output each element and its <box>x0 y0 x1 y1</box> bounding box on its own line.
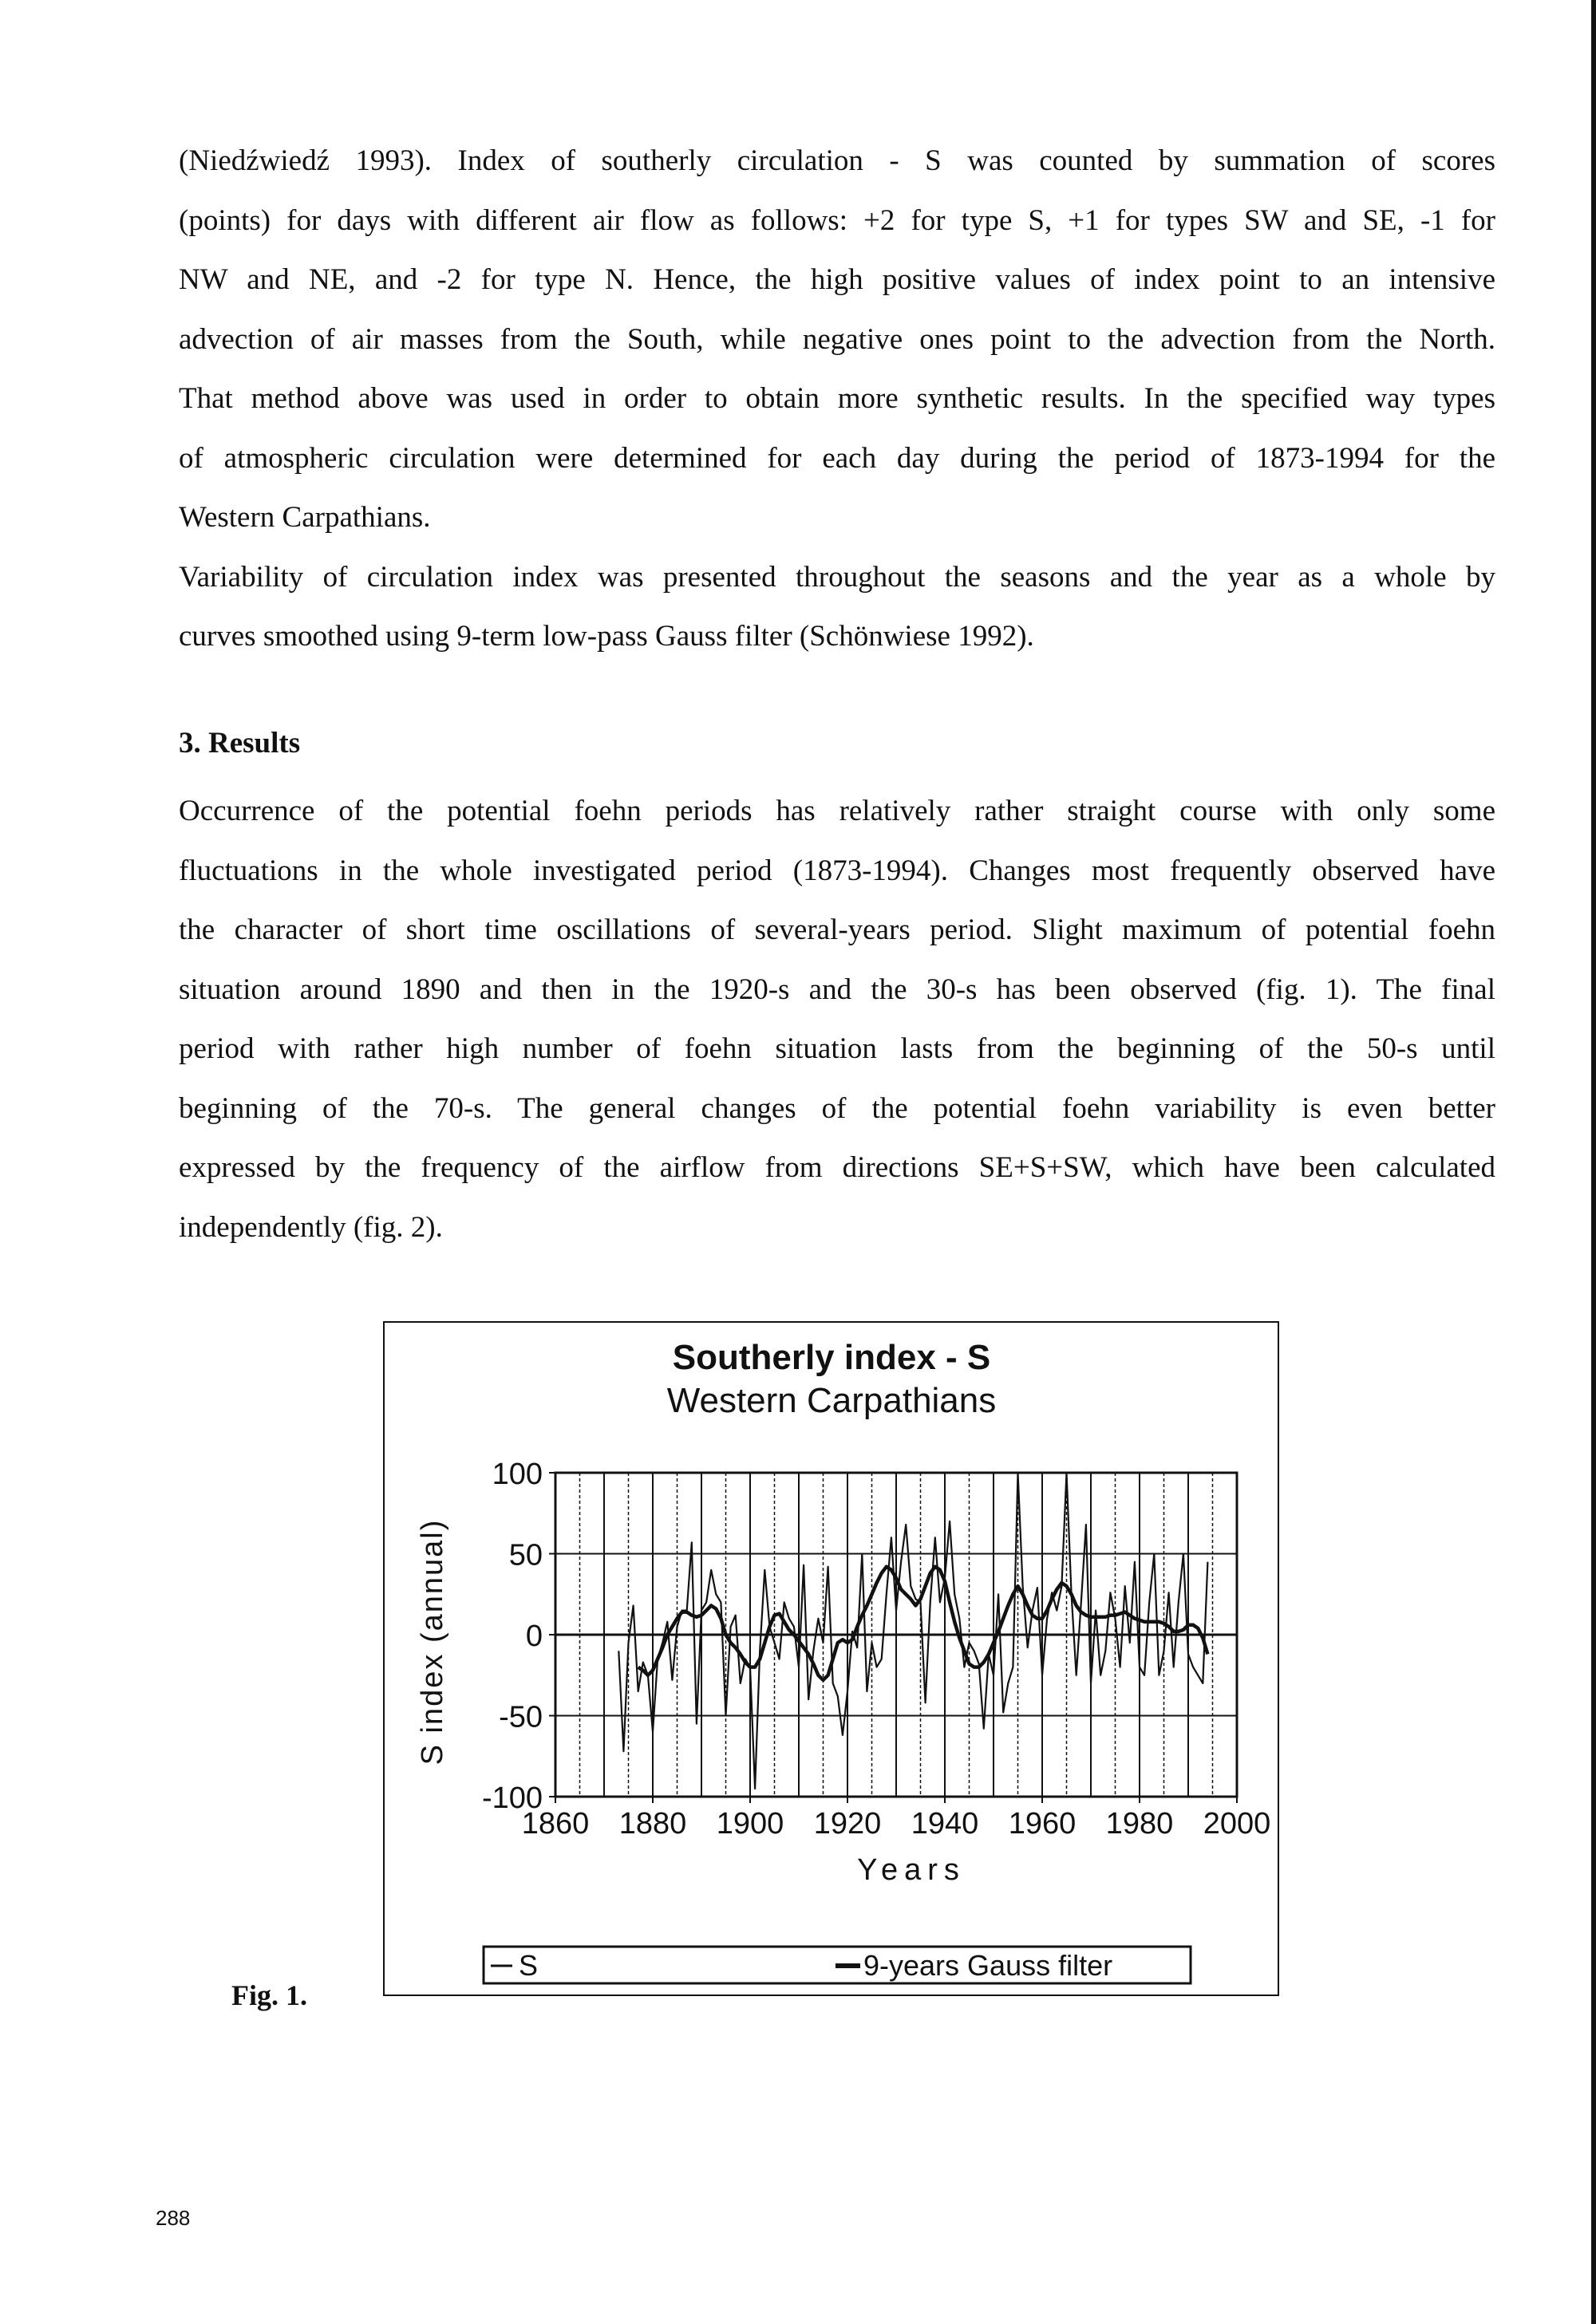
legend-label-gauss: 9-years Gauss filter <box>863 1949 1113 1982</box>
x-tick-label: 1880 <box>618 1807 687 1841</box>
text-line: beginning of the 70-s. The general changes of the potential foehn variability is even better <box>179 1091 1495 1125</box>
x-tick-label: 1900 <box>716 1807 784 1841</box>
text-line: NW and NE, and -2 for type N. Hence, the high positive values of index point to an intensive <box>179 263 1495 296</box>
series-line-s <box>618 1473 1207 1789</box>
text-line: Western Carpathians. <box>179 501 431 534</box>
y-tick-label: 100 <box>492 1458 543 1491</box>
text-line: (Niedźwiedź 1993). Index of southerly circulation - S was counted by summation of scores <box>179 144 1495 177</box>
page-number: 288 <box>156 2206 191 2230</box>
x-tick-label: 1980 <box>1105 1807 1174 1841</box>
y-tick-label: -50 <box>499 1700 543 1734</box>
y-tick-label: 0 <box>525 1620 543 1653</box>
legend-label-s: S <box>519 1949 539 1982</box>
x-tick-label: 1960 <box>1008 1807 1077 1841</box>
text-line: Variability of circulation index was presented throughout the seasons and the year as a whole by <box>179 560 1495 594</box>
figure-frame <box>383 1321 1279 1996</box>
text-line: of atmospheric circulation were determined for each day during the period of 1873-1994 for the <box>179 441 1495 475</box>
x-tick-label: 2000 <box>1203 1807 1271 1841</box>
text-line: expressed by the frequency of the airflow from directions SE+S+SW, which have been calculated <box>179 1151 1495 1184</box>
text-line: independently (fig. 2). <box>179 1210 443 1244</box>
y-tick-label: 50 <box>508 1538 543 1572</box>
text-line: (points) for days with different air flow as follows: +2 for type S, +1 for types SW and SE, -1 for <box>179 203 1495 237</box>
x-tick-label: 1860 <box>521 1807 590 1841</box>
y-axis-label: S index (annual) <box>416 1518 449 1766</box>
intro-paragraphs <box>179 132 1495 667</box>
text-line: fluctuations in the whole investigated period (1873-1994). Changes most frequently observed have <box>179 854 1495 887</box>
text-line: curves smoothed using 9-term low-pass Gauss filter (Schönwiese 1992). <box>179 620 1034 653</box>
legend <box>484 1947 1191 1983</box>
text-line: Occurrence of the potential foehn periods has relatively rather straight course with only some <box>179 795 1495 827</box>
chart-series <box>385 1473 1207 1789</box>
x-tick-label: 1940 <box>911 1807 979 1841</box>
results-paragraph <box>179 782 1495 1257</box>
chart-subtitle: Western Carpathians <box>666 1381 997 1420</box>
chart-title: Southerly index - S <box>672 1338 991 1377</box>
text-line: advection of air masses from the South, while negative ones point to the advection from the North. <box>179 322 1495 356</box>
x-tick-label: 1920 <box>813 1807 882 1841</box>
section-heading: 3. Results <box>179 727 301 760</box>
text-line: That method above was used in order to obtain more synthetic results. In the specified way types <box>179 382 1495 415</box>
y-tick-label: -100 <box>481 1781 543 1815</box>
page-edge-scan-border <box>1591 0 1596 2324</box>
x-axis-ticks <box>522 1797 1271 1841</box>
text-line: situation around 1890 and then in the 1920-s and the 30-s has been observed (fig. 1). The final <box>179 973 1495 1006</box>
chart <box>385 1323 1278 1995</box>
text-line: period with rather high number of foehn situation lasts from the beginning of the 50-s until <box>179 1032 1495 1065</box>
y-axis-ticks <box>482 1458 555 1815</box>
chart-grid <box>555 1473 1237 1797</box>
text-line: the character of short time oscillations of several-years period. Slight maximum of potential foehn <box>179 913 1495 946</box>
x-axis-label: Years <box>857 1853 966 1887</box>
figure-label: Fig. 1. <box>231 1979 307 2011</box>
